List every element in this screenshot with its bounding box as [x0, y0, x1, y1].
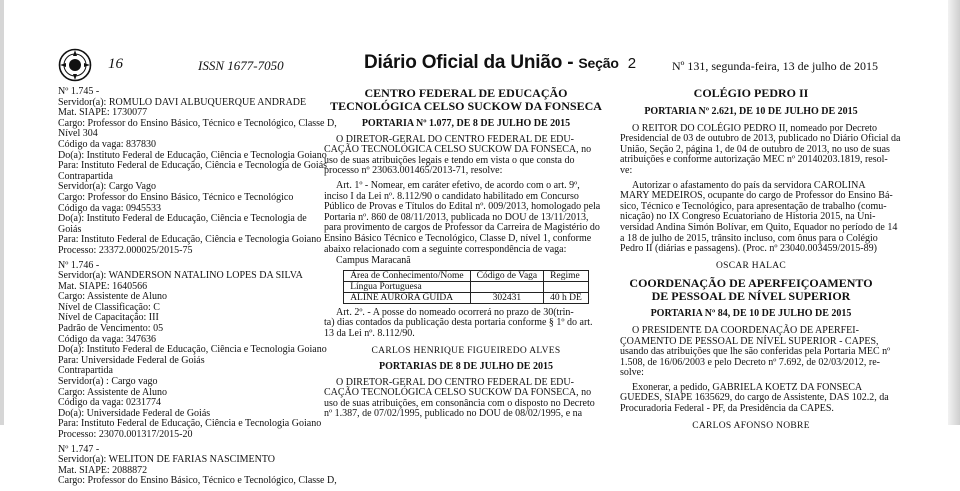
text-line: Código da vaga: 0231774	[58, 397, 162, 409]
text-line: Autorizar o afastamento do país da servidora CAROLINA	[632, 179, 866, 191]
title-text: Diário Oficial da União	[364, 52, 563, 73]
text-line: Processo: 23070.001317/2015-20	[58, 429, 193, 440]
text-line: Padrão de Vencimento: 05	[58, 323, 164, 335]
heading-line: CENTRO FEDERAL DE EDUCAÇÃO	[364, 86, 568, 100]
text-line: abaixo relacionado com a seguinte correspondência de vaga:	[324, 243, 567, 255]
text-line: Código da vaga: 837830	[58, 138, 157, 150]
text-line: inciso I da Lei nº. 8.112/90 o candidato habilitado em Concurso	[324, 190, 579, 202]
text-line: Cargo: Assistente de Aluno	[58, 291, 167, 303]
text-line: Servidor(a): Cargo Vago	[58, 181, 156, 193]
page-number: 16	[108, 56, 123, 72]
text-line: Cargo: Professor do Ensino Básico, Técnico e Tecnológico	[58, 191, 294, 203]
text-line: Do(a): Universidade Federal de Goiás	[58, 407, 211, 419]
entry-1747	[58, 443, 337, 487]
text-line: nº 1.387, de 07/02/1995, publicado no DOU de 08/02/1995, e na	[324, 408, 583, 420]
text-line: Do(a): Instituto Federal de Educação, Ciência e Tecnologia Goiano	[58, 344, 327, 356]
text-line: Código da vaga: 0945533	[58, 202, 162, 214]
text-line: ÇOAMENTO DE PESSOAL DE NÍVEL SUPERIOR - CAPES,	[620, 335, 879, 347]
table-cell	[470, 281, 544, 292]
text-line: versidad Andina Simón Bolívar, em Quito, Equador no período de 14	[620, 221, 898, 233]
table-header: Área de Conhecimento/Nome	[344, 270, 470, 281]
text-line: GUEDES, SIAPE 1635629, do cargo de Assistente, DAS 102.2, da	[620, 392, 889, 404]
text-line: Mat. SIAPE: 2088872	[58, 464, 148, 476]
entry-1746	[58, 259, 327, 441]
national-seal-icon	[58, 48, 92, 82]
text-line: MARY MEDEIROS, ocupante do cargo de Professor do Ensino Bá-	[620, 190, 893, 202]
right-page-edge	[948, 0, 960, 425]
text-line: Cargo: Assistente de Aluno	[58, 386, 167, 398]
text-line: Para: Instituto Federal de Educação, Ciência e Tecnologia Goiano	[58, 234, 322, 246]
portaria-title: PORTARIA Nº 84, DE 10 DE JULHO DE 2015	[650, 308, 852, 320]
text-line: Para: Instituto Federal de Educação, Ciência e Tecnologia de Goiás	[58, 160, 328, 172]
text-line: Para: Universidade Federal de Goiás	[58, 354, 205, 366]
text-line: a 18 de julho de 2015, trânsito incluso, com ônus para o Colégio	[620, 232, 878, 244]
paragraph	[620, 179, 898, 255]
issue-info: Nº 131, segunda-feira, 13 de julho de 2015	[671, 59, 878, 73]
text-line: Do(a): Instituto Federal de Educação, Ciência e Tecnologia de	[58, 213, 307, 225]
text-line: Nº 1.747 -	[58, 443, 100, 455]
paragraph	[324, 181, 608, 255]
signature: CARLOS HENRIQUE FIGUEIREDO ALVES	[371, 345, 561, 356]
text-line: Código da vaga: 347636	[58, 333, 157, 345]
table-header-row	[344, 270, 589, 281]
text-line: Portaria nº. 860 de 08/11/2013, publicada no DOU de 13/11/2013,	[324, 211, 589, 223]
text-line: usando das atribuições que lhe são conferidas pela Portaria MEC nº	[620, 346, 891, 358]
section-heading	[324, 87, 608, 113]
text-line: Contrapartida	[58, 365, 113, 377]
text-line: Mat. SIAPE: 1730077	[58, 107, 148, 119]
text-line: Servidor(a): WELITON DE FARIAS NASCIMENTO	[58, 454, 276, 466]
table-cell: 40 h DE	[544, 292, 589, 303]
text-line: atribuições e conforme autorização MEC nº 20140203.1819, resol-	[620, 154, 888, 166]
text-line: CAÇÃO TECNOLÓGICA CELSO SUCKOW DA FONSECA, no	[324, 144, 592, 156]
text-line: Processo: 23372.000025/2015-75	[58, 244, 193, 256]
text-line: Servidor(a) : Cargo vago	[58, 376, 158, 388]
newspaper-title: Diário Oficial da União - Seção 2	[364, 52, 636, 73]
text-line: Mat. SIAPE: 1640566	[58, 280, 148, 292]
text-line: Exonerar, a pedido, GABRIELA KOETZ DA FONSECA	[632, 381, 863, 393]
heading-line: COORDENAÇÃO DE APERFEIÇOAMENTO	[629, 276, 873, 291]
column-left	[58, 86, 337, 491]
signature: OSCAR HALAC	[715, 260, 787, 271]
table-header: Regime	[544, 270, 589, 281]
text-line: Nível 304	[58, 128, 98, 140]
column-middle	[324, 87, 608, 424]
table-row	[344, 281, 589, 292]
text-line: Art. 2º. - A posse do nomeado ocorrerá no prazo de 30(trin-	[336, 306, 574, 318]
paragraph	[324, 378, 608, 420]
portaria-title: PORTARIA Nº 2.621, DE 10 DE JULHO DE 2015	[644, 106, 858, 117]
table-cell: ALINE AURORA GUIDA	[344, 292, 470, 303]
text-line: União, Seção 2, página 1, de 04 de outubro de 2013, no uso de suas	[620, 143, 890, 155]
text-line: Nível de Classificação: C	[58, 301, 160, 313]
text-line: Para: Instituto Federal de Educação, Ciência e Tecnologia Goiano	[58, 418, 322, 430]
column-right	[620, 86, 901, 437]
text-line: O PRESIDENTE DA COORDENAÇÃO DE APERFEI-	[632, 324, 859, 336]
entry-1745	[58, 86, 337, 257]
text-line: Contrapartida	[58, 170, 113, 182]
paragraph	[324, 308, 608, 340]
heading-line: TECNOLÓGICA CELSO SUCKOW DA FONSECA	[330, 99, 602, 113]
text-line: ta) dias contados da publicação desta portaria conforme § 1º do art.	[324, 317, 593, 329]
text-line: Pedro II (diárias e passagens). (Proc. nº 23040.003459/2015-89)	[620, 243, 877, 255]
table-cell	[544, 281, 589, 292]
table-row	[344, 292, 589, 303]
table-cell: 302431	[470, 292, 544, 303]
section-label: Seção	[578, 55, 619, 71]
text-line: Goiás	[58, 223, 82, 235]
text-line: Procuradoria Federal - PF, da Presidência da CAPES.	[620, 403, 834, 415]
text-line: Público de Provas e Títulos do Edital nº. 009/2013, homologado pela	[324, 201, 601, 213]
campus-label: Campus Maracanã	[336, 255, 411, 267]
text-line: 13 da Lei nº. 8.112/90.	[324, 327, 415, 339]
table-header: Código de Vaga	[470, 270, 544, 281]
text-line: Servidor(a): ROMULO DAVI ALBUQUERQUE ANDRADE	[58, 96, 307, 108]
text-line: sico, Técnico e Tecnológico, para apresentação de trabalho (comu-	[620, 200, 887, 212]
text-line: Cargo: Professor do Ensino Básico, Técnico e Tecnológico, Classe D,	[58, 117, 337, 129]
section-heading	[620, 277, 882, 303]
text-line: Art. 1º - Nomear, em caráter efetivo, de acordo com o art. 9º,	[336, 179, 580, 191]
text-line: processo nº 23063.001465/2013-71, resolve:	[324, 165, 503, 177]
text-line: O DIRETOR-GERAL DO CENTRO FEDERAL DE EDU-	[336, 133, 574, 145]
vacancy-table	[343, 270, 589, 304]
text-line: Nº 1.746 -	[58, 259, 100, 271]
issn: ISSN 1677-7050	[198, 58, 284, 73]
text-line: O DIRETOR-GERAL DO CENTRO FEDERAL DE EDU-	[336, 376, 574, 388]
text-line: Nível de Capacitação: III	[58, 312, 159, 324]
paragraph	[620, 122, 901, 177]
paragraph	[324, 135, 608, 177]
text-line: O REITOR DO COLÉGIO PEDRO II, nomeado por Decreto	[632, 122, 878, 134]
text-line: Cargo: Professor do Ensino Básico, Técnico e Tecnológico, Classe D,	[58, 475, 337, 487]
text-line: CAÇÃO TECNOLÓGICA CELSO SUCKOW DA FONSECA, no	[324, 387, 592, 399]
section-heading: COLÉGIO PEDRO II	[693, 86, 809, 100]
text-line: ve:	[620, 164, 633, 176]
left-page-edge	[0, 0, 4, 425]
text-line: solve:	[620, 367, 644, 379]
portaria-title: PORTARIAS DE 8 DE JULHO DE 2015	[379, 361, 553, 373]
table-cell: Língua Portuguesa	[344, 281, 470, 292]
text-line: 1.508, de 16/06/2003 e pelo Decreto nº 7.692, de 02/03/2012, re-	[620, 356, 880, 368]
text-line: Presidencial de 03 de outubro de 2013, publicado no Diário Oficial da	[620, 133, 901, 145]
text-line: Nº 1.745 -	[58, 86, 100, 97]
text-line: uso de suas atribuições legais e tendo em vista o que consta do	[324, 154, 575, 166]
heading-line: DE PESSOAL DE NÍVEL SUPERIOR	[651, 289, 851, 304]
page-header	[58, 48, 878, 88]
section-number: 2	[627, 55, 636, 72]
signature: CARLOS AFONSO NOBRE	[692, 420, 810, 431]
text-line: nicação) no IX Congreso Ecuatoriano de Historia 2015, na Uni-	[620, 211, 876, 223]
text-line: Do(a): Instituto Federal de Educação, Ciência e Tecnologia Goiano	[58, 149, 327, 161]
paragraph	[620, 381, 889, 415]
text-line: uso de suas atribuições, em consonância com o disposto no Decreto	[324, 397, 595, 409]
text-line: para provimento de cargos de Professor da Carreira de Magistério do	[324, 222, 600, 234]
paragraph	[620, 324, 891, 379]
portaria-title: PORTARIA Nº 1.077, DE 8 DE JULHO DE 2015	[361, 118, 571, 129]
text-line: Ensino Básico Técnico e Tecnológico, Classe D, nível 1, conforme	[324, 232, 592, 244]
text-line: Servidor(a): WANDERSON NATALINO LOPES DA SILVA	[58, 270, 303, 282]
